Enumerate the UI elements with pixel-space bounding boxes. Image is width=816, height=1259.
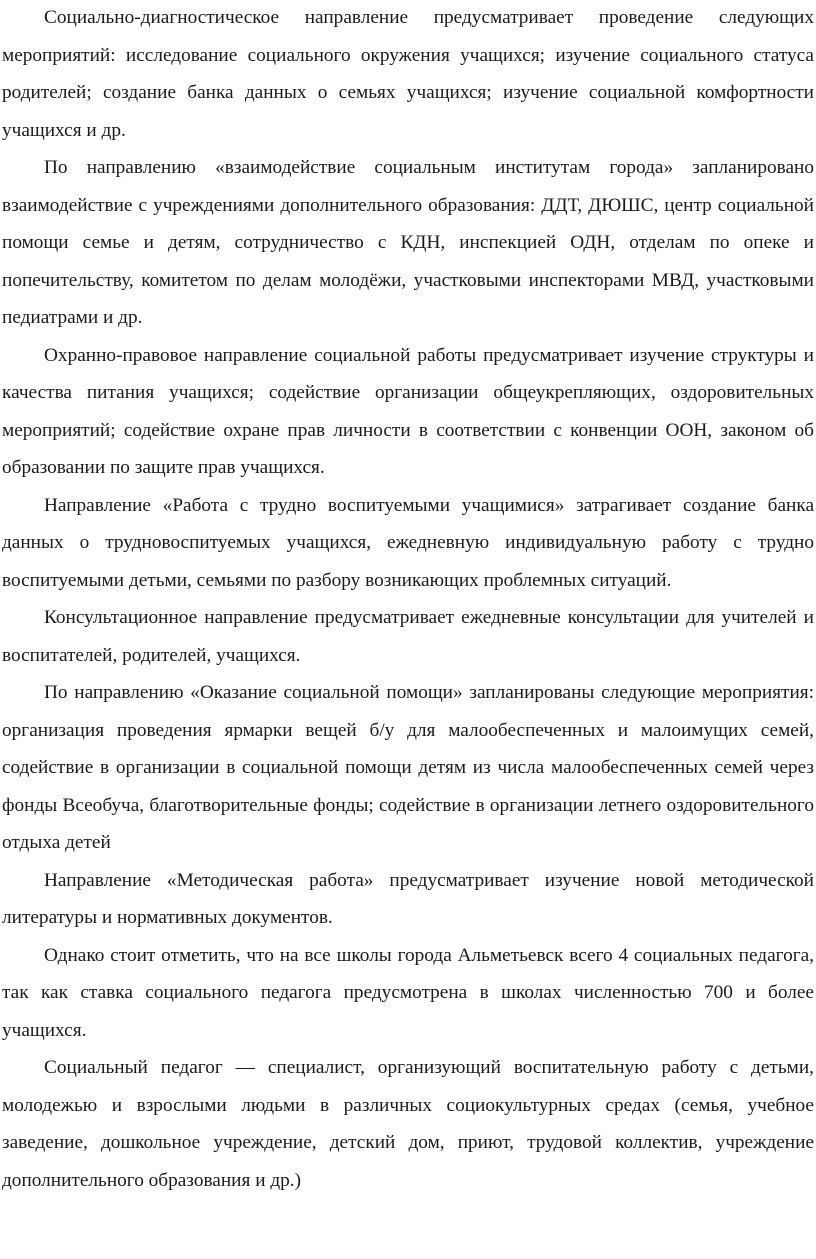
paragraph-social-institutions: По направлению «взаимодействие социальным институтам города» запланировано взаимодействие с учреждениями дополнительного образования: ДДТ, ДЮШС, центр социальной помощи семье и детям, сотрудничество с КДН, инспекцией ОДН, отделам по опеке и попечительству, комитетом по делам молодёжи, участковыми инспекторами МВД, участковыми педиатрами и др. [2, 157, 814, 328]
paragraph-methodical-work: Направление «Методическая работа» предусматривает изучение новой методической литературы и нормативных документов. [2, 869, 814, 928]
paragraph-social-pedagogue-definition: Социальный педагог — специалист, организующий воспитательную работу с детьми, молодежью и взрослыми людьми в различных социокультурных средах (семья, учебное заведение, дошкольное учреждение, детский дом, приют, трудовой коллектив, учреждение дополнительного образования и др.) [2, 1057, 814, 1191]
paragraph-almetyevsk-schools: Однако стоит отметить, что на все школы города Альметьевск всего 4 социальных педагога, так как ставка социального педагога предусмотрена в школах численностью 700 и более учащихся. [2, 944, 814, 1041]
paragraph-protective-legal: Охранно-правовое направление социальной работы предусматривает изучение структуры и качества питания учащихся; содействие организации общеукрепляющих, оздоровительных мероприятий; содействие охране прав личности в соответствии с конвенции ООН, законом об образовании по защите прав учащихся. [2, 344, 814, 478]
paragraph-social-assistance: По направлению «Оказание социальной помощи» запланированы следующие мероприятия: организация проведения ярмарки вещей б/у для малообеспеченных и малоимущих семей, содействие в организации в социальной помощи детям из числа малообеспеченных семей через фонды Всеобуча, благотворительные фонды; содействие в организации летнего оздоровительного отдыха детей [2, 682, 814, 853]
paragraph-consultation: Консультационное направление предусматривает ежедневные консультации для учителей и воспитателей, родителей, учащихся. [2, 607, 814, 666]
paragraph-difficult-students: Направление «Работа с трудно воспитуемыми учащимися» затрагивает создание банка данных о трудновоспитуемых учащихся, ежедневную индивидуальную работу с трудно воспитуемыми детьми, семьями по разбору возникающих проблемных ситуаций. [2, 494, 814, 591]
paragraph-social-diagnostic: Социально-диагностическое направление предусматривает проведение следующих мероприятий: исследование социального окружения учащихся; изучение социального статуса родителей; создание банка данных о семьях учащихся; изучение социальной комфортности учащихся и др. [2, 7, 814, 141]
